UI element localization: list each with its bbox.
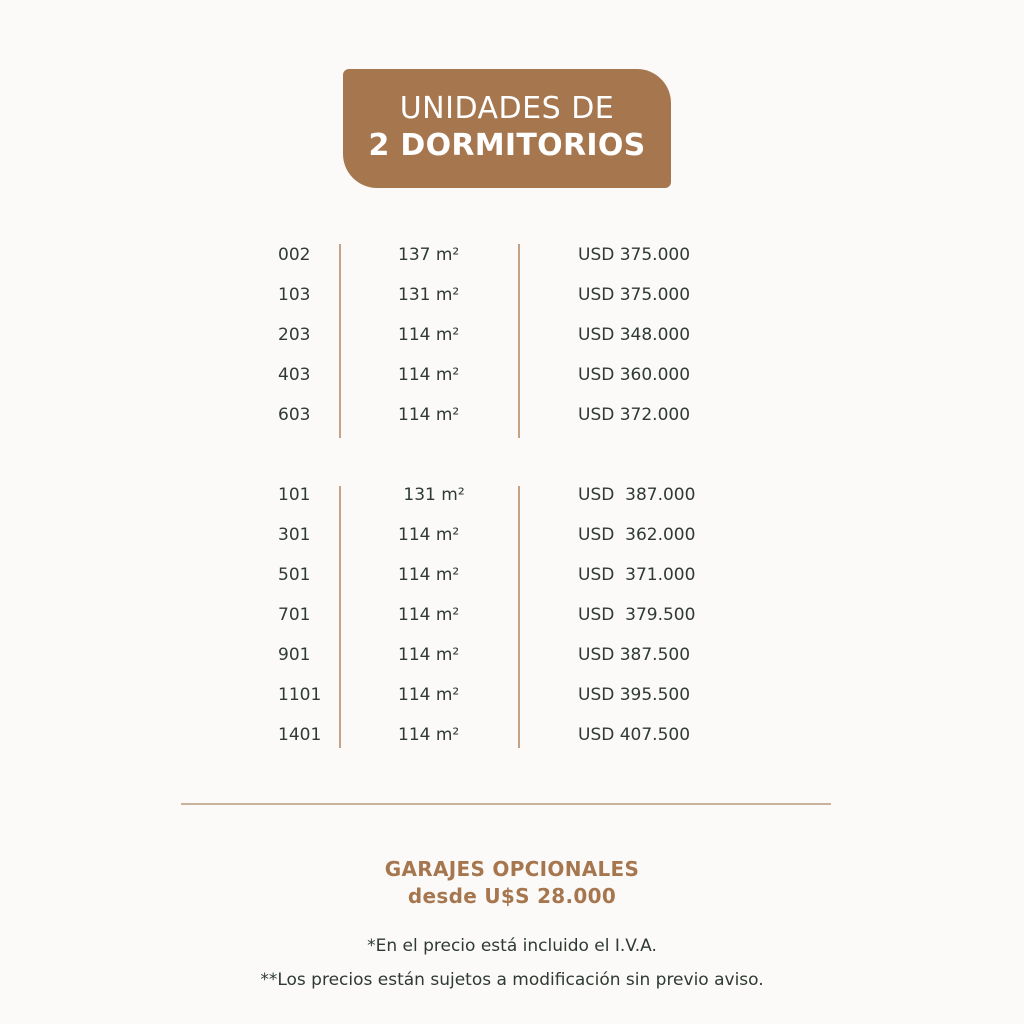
column-divider <box>339 486 341 748</box>
unit-area: 114 m² <box>398 565 460 585</box>
unit-area: 114 m² <box>398 645 460 665</box>
unit-number: 1101 <box>278 685 322 705</box>
unit-price: USD 387.500 <box>578 645 691 665</box>
column-divider <box>339 244 341 438</box>
units-group-2 <box>0 475 1024 755</box>
unit-price: USD 371.000 <box>578 565 696 585</box>
table-row <box>0 555 1024 595</box>
column-divider <box>518 486 520 748</box>
disclaimer-note: **Los precios están sujetos a modificación sin previo aviso. <box>260 970 764 990</box>
unit-area: 114 m² <box>398 525 460 545</box>
table-row <box>0 315 1024 355</box>
garage-price: desde U$S 28.000 <box>407 884 617 908</box>
unit-number: 901 <box>278 645 311 665</box>
unit-number: 301 <box>278 525 311 545</box>
unit-price: USD 387.000 <box>578 485 696 505</box>
unit-price: USD 360.000 <box>578 365 691 385</box>
unit-price: USD 372.000 <box>578 405 691 425</box>
section-divider <box>181 803 831 805</box>
unit-price: USD 407.500 <box>578 725 691 745</box>
unit-area: 131 m² <box>398 285 460 305</box>
table-row <box>0 595 1024 635</box>
unit-number: 701 <box>278 605 311 625</box>
table-row <box>0 395 1024 435</box>
table-row <box>0 675 1024 715</box>
title-line-2: 2 DORMITORIOS <box>368 128 646 163</box>
unit-price: USD 375.000 <box>578 245 691 265</box>
iva-note: *En el precio está incluido el I.V.A. <box>367 936 657 956</box>
unit-price: USD 348.000 <box>578 325 691 345</box>
table-row <box>0 715 1024 755</box>
table-row <box>0 235 1024 275</box>
title-line-1: UNIDADES DE <box>399 91 615 126</box>
unit-price: USD 375.000 <box>578 285 691 305</box>
table-row <box>0 475 1024 515</box>
unit-area: 114 m² <box>398 325 460 345</box>
table-row <box>0 635 1024 675</box>
unit-area: 137 m² <box>398 245 460 265</box>
table-row <box>0 275 1024 315</box>
unit-price: USD 379.500 <box>578 605 696 625</box>
unit-number: 501 <box>278 565 311 585</box>
unit-area: 131 m² <box>398 485 465 505</box>
unit-area: 114 m² <box>398 405 460 425</box>
column-divider <box>518 244 520 438</box>
unit-price: USD 362.000 <box>578 525 696 545</box>
units-group-1 <box>0 235 1024 435</box>
unit-number: 103 <box>278 285 311 305</box>
table-row <box>0 515 1024 555</box>
garage-title: GARAJES OPCIONALES <box>384 857 640 881</box>
unit-number: 1401 <box>278 725 322 745</box>
title-banner <box>343 69 671 188</box>
unit-area: 114 m² <box>398 725 460 745</box>
unit-number: 002 <box>278 245 311 265</box>
unit-number: 203 <box>278 325 311 345</box>
unit-number: 101 <box>278 485 311 505</box>
table-row <box>0 355 1024 395</box>
unit-price: USD 395.500 <box>578 685 691 705</box>
unit-area: 114 m² <box>398 605 460 625</box>
unit-number: 403 <box>278 365 311 385</box>
unit-number: 603 <box>278 405 311 425</box>
unit-area: 114 m² <box>398 685 460 705</box>
unit-area: 114 m² <box>398 365 460 385</box>
